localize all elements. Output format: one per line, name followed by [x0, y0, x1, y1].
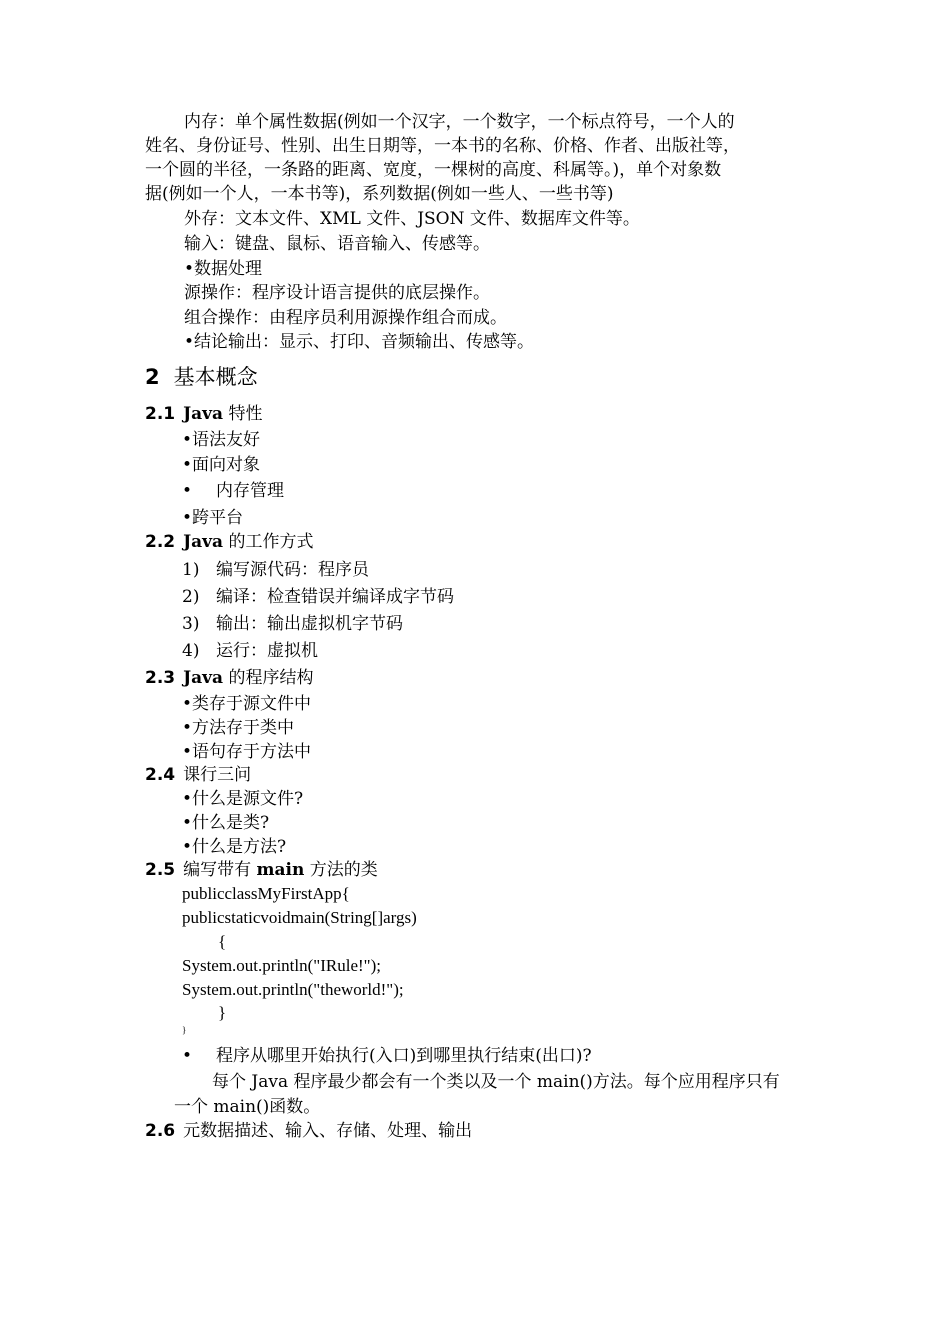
list-item: •语法友好 [182, 430, 261, 450]
code-line: System.out.println("theworld!"); [182, 980, 404, 999]
section-title: 元数据描述、输入、存储、处理、输出 [183, 1121, 473, 1141]
section-2-3-heading [145, 666, 313, 690]
keyword: Java [183, 668, 224, 688]
section-2-4-heading [145, 763, 251, 787]
code-line: System.out.println("IRule!"); [182, 956, 381, 975]
input-line: 输入：键盘、鼠标、语音输入、传感等。 [184, 234, 490, 254]
external-storage-line: 外存：文本文件、XML 文件、JSON 文件、数据库文件等。 [184, 209, 640, 229]
keyword: Java [183, 404, 224, 424]
keyword: Java [183, 532, 224, 552]
section-title: 编写带有 [183, 860, 257, 880]
section-number: 2.2 [145, 532, 176, 552]
list-item: •面向对象 [182, 455, 261, 475]
section-number: 2 [145, 365, 160, 389]
bullet: • [182, 481, 193, 501]
section-number: 2.4 [145, 765, 176, 785]
source-ops-line: 源操作：程序设计语言提供的底层操作。 [184, 283, 490, 303]
section-title: 的程序结构 [223, 668, 314, 688]
code-line: publicclassMyFirstApp{ [182, 884, 350, 903]
ordered-item: 1) 编写源代码：程序员 [182, 560, 369, 580]
list-item: •方法存于类中 [182, 718, 295, 738]
ordered-item: 2) 编译：检查错误并编译成字节码 [182, 587, 454, 607]
code-line: { [218, 932, 227, 951]
code-line: publicstaticvoidmain(String[]args) [182, 908, 417, 927]
bullet: • [182, 1046, 193, 1066]
list-item: • 内存管理 [182, 481, 284, 501]
section-title: 课行三问 [183, 765, 252, 785]
ordered-item: 4) 运行：虚拟机 [182, 641, 318, 661]
combo-ops-line: 组合操作：由程序员利用源操作组合而成。 [184, 308, 507, 328]
section-number: 2.1 [145, 404, 176, 424]
section-number: 2.5 [145, 860, 176, 880]
memory-line-3: 一个圆的半径，一条路的距离、宽度，一棵树的高度、科属等。)，单个对象数 [145, 160, 722, 180]
section-2-5-heading [145, 858, 378, 882]
output-bullet: •结论输出：显示、打印、音频输出、传感等。 [184, 332, 535, 352]
section-2-6-heading [145, 1119, 472, 1143]
section-2-heading [145, 364, 258, 390]
section-2-2-heading [145, 530, 313, 554]
list-item: •语句存于方法中 [182, 742, 312, 762]
code-line: } [218, 1003, 227, 1022]
section-number: 2.3 [145, 668, 176, 688]
code-line: } [182, 1025, 187, 1035]
memory-line-2: 姓名、身份证号、性别、出生日期等，一本书的名称、价格、作者、出版社等， [145, 136, 740, 156]
keyword: main [256, 860, 305, 880]
memory-line-1: 内存：单个属性数据(例如一个汉字，一个数字，一个标点符号，一个人的 [184, 112, 735, 132]
list-item: •什么是类? [182, 813, 270, 833]
answer-line-2: 一个 main()函数。 [174, 1097, 321, 1117]
answer-line-1: 每个 Java 程序最少都会有一个类以及一个 main()方法。每个应用程序只有 [212, 1072, 780, 1092]
list-item: •类存于源文件中 [182, 694, 312, 714]
section-2-1-heading [145, 402, 262, 426]
ordered-item: 3) 输出：输出虚拟机字节码 [182, 614, 403, 634]
list-item: •什么是方法? [182, 837, 287, 857]
processing-bullet: •数据处理 [184, 259, 263, 279]
list-item: •跨平台 [182, 508, 244, 528]
list-item: •什么是源文件? [182, 789, 304, 809]
section-number: 2.6 [145, 1121, 176, 1141]
question-line: • 程序从哪里开始执行(入口)到哪里执行结束(出口)? [182, 1046, 592, 1066]
section-title: 方法的类 [304, 860, 378, 880]
section-title: 特性 [223, 404, 263, 424]
section-title: 的工作方式 [223, 532, 314, 552]
section-title: 基本概念 [173, 365, 258, 389]
memory-line-4: 据(例如一个人，一本书等)，系列数据(例如一些人、一些书等) [145, 184, 614, 204]
